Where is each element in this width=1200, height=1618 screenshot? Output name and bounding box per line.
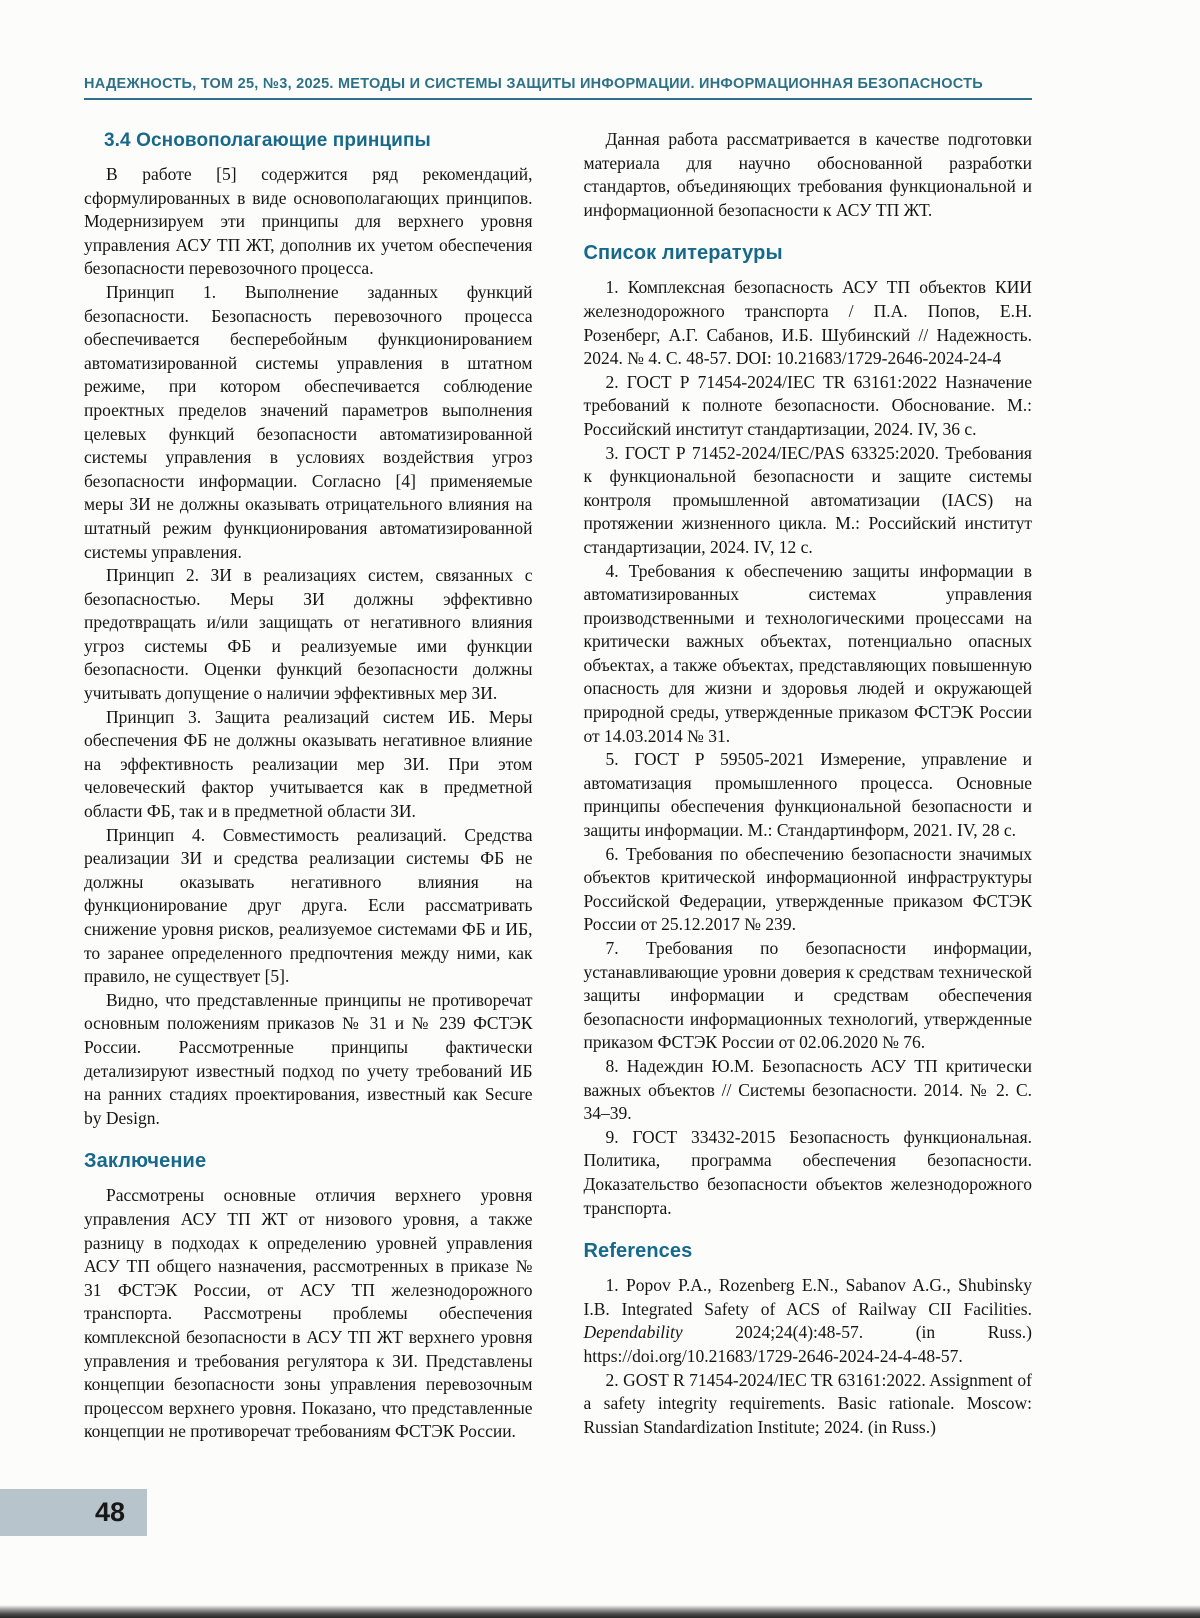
right-column bbox=[584, 128, 1033, 1439]
section-heading-bibliography: Список литературы bbox=[583, 242, 783, 265]
principles-paragraph-3: Принцип 2. ЗИ в реализациях систем, связанных с безопасностью. Меры ЗИ должны эффективно предотвращать и/или защищать от негативного влияния угроз системы ФБ и реализуемые ими функции безопасности. Оценки функций безопасности должны учитывать допущение о наличии эффективных мер ЗИ. bbox=[84, 565, 533, 704]
bibliography-item-2: 2. ГОСТ Р 71454-2024/IEC TR 63161:2022 Назначение требований к полноте безопасности. Обоснование. М.: Российский институт стандартизации, 2024. IV, 36 с. bbox=[583, 371, 1032, 439]
principles-paragraph-1: В работе [5] содержится ряд рекомендаций, сформулированных в виде основополагающих принципов. Модернизируем эти принципы для верхнего уровня управления АСУ ТП ЖТ, дополнив их учетом обеспечения безопасности перевозочного процесса. bbox=[84, 164, 533, 279]
bibliography-item-5: 5. ГОСТ Р 59505-2021 Измерение, управление и автоматизация промышленного процесса. Основные принципы обеспечения функциональной безопасности и защиты информации. М.: Стандартинформ, 2021. IV, 28 с. bbox=[583, 749, 1032, 841]
bibliography-item-4: 4. Требования к обеспечению защиты информации в автоматизированных системах управления производственными и технологическими процессами на критически важных объектах, потенциально опасных объектах, а также объектах, представляющих повышенную опасность для жизни и здоровья людей и окружающей природной среды, утвержденные приказом ФСТЭК России от 14.03.2014 № 31. bbox=[583, 560, 1032, 746]
bibliography-item-8: 8. Надеждин Ю.М. Безопасность АСУ ТП критически важных объектов // Системы безопасности. 2014. № 2. С. 34–39. bbox=[583, 1055, 1032, 1124]
section-heading-conclusion: Заключение bbox=[84, 1150, 207, 1173]
reference-1-text-after: 2024;24(4):48-57. (in Russ.) https://doi.org/10.21683/1729-2646-2024-24-4-48-57. bbox=[583, 1322, 1032, 1366]
running-header bbox=[84, 76, 1032, 100]
bibliography-item-6: 6. Требования по обеспечению безопасности значимых объектов критической информационной инфраструктуры Российской Федерации, утвержденные приказом ФСТЭК России от 25.12.2017 № 239. bbox=[583, 843, 1032, 935]
principles-paragraph-5: Принцип 4. Совместимость реализаций. Средства реализации ЗИ и средства реализации системы ФБ не должны оказывать негативного влияния на функционирование друг друга. Если рассматривать снижение уровня рисков, реализуемое системами ФБ и ИБ, то заранее определенного предпочтения между ними, как правило, не существует [5]. bbox=[84, 824, 533, 987]
principles-paragraph-2: Принцип 1. Выполнение заданных функций безопасности. Безопасность перевозочного процесса обеспечивается бесперебойным функционированием автоматизированной системы управления в штатном режиме, при котором обеспечивается соблюдение проектных пределов значений параметров выполнения целевых функций безопасности автоматизированной системы управления в условиях воздействия угроз безопасности информации. Согласно [4] применяемые меры ЗИ не должны оказывать отрицательного влияния на штатный режим функционирования автоматизированной системы управления. bbox=[84, 281, 533, 562]
reference-item-2: 2. GOST R 71454-2024/IEC TR 63161:2022. Assignment of a safety integrity requirements. Basic rationale. Moscow: Russian Standardization Institute; 2024. (in Russ.) bbox=[583, 1369, 1032, 1437]
bibliography-item-1: 1. Комплексная безопасность АСУ ТП объектов КИИ железнодорожного транспорта / П.А. Попов, Е.Н. Розенберг, А.Г. Сабанов, И.Б. Шубинский // Надежность. 2024. № 4. С. 48-57. DOI: 10.21683/1729-2646-2024-24-4 bbox=[583, 277, 1032, 369]
reference-item-1 bbox=[584, 1274, 1033, 1368]
bibliography-item-3: 3. ГОСТ Р 71452-2024/IEC/PAS 63325:2020. Требования к функциональной безопасности и защите системы контроля промышленной автоматизации (IACS) на протяжении жизненного цикла. М.: Российский институт стандартизации, 2024. IV, 12 с. bbox=[583, 442, 1032, 557]
two-column-layout bbox=[84, 128, 1032, 1444]
section-heading-principles: 3.4 Основополагающие принципы bbox=[104, 130, 431, 151]
page-number-block bbox=[0, 1489, 147, 1536]
reference-1-text-before: 1. Popov P.A., Rozenberg E.N., Sabanov A.G., Shubinsky I.B. Integrated Safety of ACS of Railway CII Facilities. bbox=[583, 1275, 1032, 1319]
reference-1-journal-name: Dependability bbox=[583, 1322, 683, 1343]
page-number: 48 bbox=[94, 1497, 125, 1527]
section-heading-references: References bbox=[583, 1240, 693, 1263]
bibliography-item-9: 9. ГОСТ 33432-2015 Безопасность функциональная. Политика, программа обеспечения безопасности. Доказательство безопасности объектов железнодорожного транспорта. bbox=[583, 1126, 1032, 1218]
principles-paragraph-4: Принцип 3. Защита реализаций систем ИБ. Меры обеспечения ФБ не должны оказывать негативное влияние на эффективность реализации мер ЗИ. При этом человеческий фактор учитывается как в предметной области ФБ, так и в предметной области ЗИ. bbox=[84, 706, 533, 822]
closing-paragraph: Данная работа рассматривается в качестве подготовки материала для научно обоснованной разработки стандартов, объединяющих требования функциональной и информационной безопасности к АСУ ТП ЖТ. bbox=[583, 129, 1032, 220]
principles-paragraph-6: Видно, что представленные принципы не противоречат основным положениям приказов № 31 и № 239 ФСТЭК России. Рассмотренные принципы фактически детализируют известный подход по учету требований ИБ на ранних стадиях проектирования, известный как Secure by Design. bbox=[84, 989, 533, 1128]
conclusion-paragraph: Рассмотрены основные отличия верхнего уровня управления АСУ ТП ЖТ от низового уровня, а также разницу в подходах к определению уровней управления АСУ ТП общего назначения, рассмотренных в приказе № 31 ФСТЭК России, от АСУ ТП железнодорожного транспорта. Рассмотрены проблемы обеспечения комплексной безопасности в АСУ ТП ЖТ верхнего уровня управления и требования регулятора к ЗИ. Представлены концепции безопасности зоны управления перевозочным процессом верхнего уровня. Показано, что представленные концепции не противоречат требованиям ФСТЭК России. bbox=[84, 1185, 533, 1442]
header-rule bbox=[84, 98, 1032, 100]
bibliography-item-7: 7. Требования по безопасности информации, устанавливающие уровни доверия к средствам технической защиты информации и средствам обеспечения безопасности информационных технологий, утвержденные приказом ФСТЭК России от 02.06.2020 № 76. bbox=[583, 938, 1032, 1053]
page-bottom-edge bbox=[0, 1605, 1200, 1618]
journal-header-text: НАДЕЖНОСТЬ, ТОМ 25, №3, 2025. МЕТОДЫ И СИСТЕМЫ ЗАЩИТЫ ИНФОРМАЦИИ. ИНФОРМАЦИОННАЯ БЕЗОПАСНОСТЬ bbox=[84, 76, 983, 92]
left-column bbox=[84, 128, 533, 1444]
